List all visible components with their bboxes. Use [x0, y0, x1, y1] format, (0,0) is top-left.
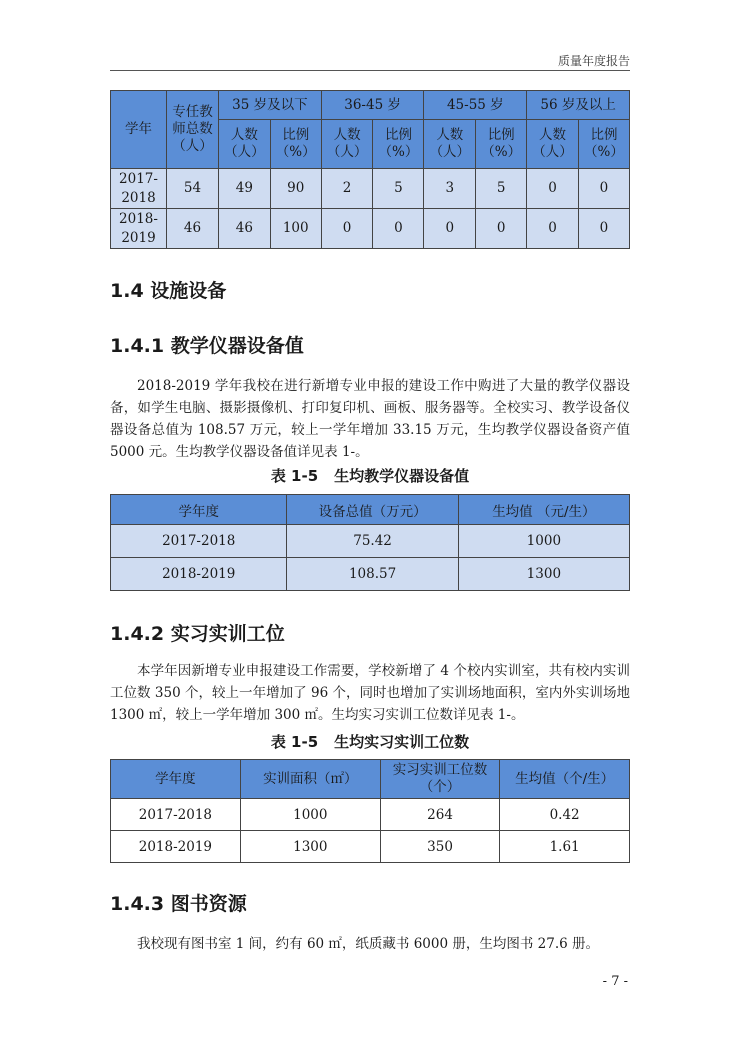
cell: 0 [476, 209, 527, 249]
equipment-value-table [110, 494, 630, 591]
group-header: 35 岁及以下 [219, 91, 322, 120]
col-header: 设备总值（万元） [287, 495, 458, 525]
cell: 1300 [240, 831, 380, 863]
sub-ratio-header: 比例（%） [578, 120, 629, 169]
cell: 2 [321, 169, 373, 209]
cell: 3 [424, 169, 476, 209]
col-header: 学年度 [111, 495, 287, 525]
col-header: 生均值（个/生） [500, 760, 630, 799]
cell: 2018-2019 [111, 558, 287, 591]
paragraph-training-stations: 本学年因新增专业申报建设工作需要，学校新增了 4 个校内实训室，共有校内实训工位数 350 个，较上一年增加了 96 个，同时也增加了实训场地面积，室内外实训场地 1300 ㎡，较上一学年增加 300 ㎡。生均实习实训工位数详见表 1-。 [110, 663, 630, 723]
col-header: 生均值 （元/生） [458, 495, 629, 525]
teacher-age-table [110, 90, 630, 249]
table-row [111, 525, 630, 558]
table-row [111, 169, 630, 209]
col-header: 实训面积（㎡） [240, 760, 380, 799]
cell: 0 [527, 209, 579, 249]
caption-text: 生均教学仪器设备值 [334, 467, 470, 485]
col-header: 学年度 [111, 760, 241, 799]
cell: 0 [578, 209, 629, 249]
cell: 0 [578, 169, 629, 209]
caption-number: 表 1-5 [270, 733, 319, 751]
cell: 5 [373, 169, 424, 209]
sub-count-header: 人数（人） [424, 120, 476, 169]
cell: 2017-2018 [111, 525, 287, 558]
section-heading-1-4: 1.4 设施设备 [110, 280, 227, 302]
section-heading-1-4-3: 1.4.3 图书资源 [110, 893, 247, 915]
cell-year: 2017-2018 [111, 169, 167, 209]
table-caption-training [110, 731, 630, 752]
col-total-header: 专任教师总数（人） [167, 91, 219, 169]
caption-text: 生均实习实训工位数 [334, 733, 470, 751]
cell: 1300 [458, 558, 629, 591]
caption-number: 表 1-5 [270, 467, 319, 485]
cell: 108.57 [287, 558, 458, 591]
cell: 0 [373, 209, 424, 249]
header-title: 质量年度报告 [557, 54, 630, 68]
group-header: 36-45 岁 [321, 91, 424, 120]
col-header: 实习实训工位数（个） [380, 760, 499, 799]
section-heading-1-4-1: 1.4.1 教学仪器设备值 [110, 335, 304, 357]
cell: 0 [424, 209, 476, 249]
cell: 90 [270, 169, 321, 209]
cell: 0 [321, 209, 373, 249]
cell: 2018-2019 [111, 831, 241, 863]
cell: 46 [167, 209, 219, 249]
cell: 0 [527, 169, 579, 209]
cell-year: 2018-2019 [111, 209, 167, 249]
sub-count-header: 人数（人） [527, 120, 579, 169]
group-header: 56 岁及以上 [527, 91, 630, 120]
cell: 2017-2018 [111, 799, 241, 831]
table-row [111, 558, 630, 591]
sub-ratio-header: 比例（%） [373, 120, 424, 169]
section-heading-1-4-2: 1.4.2 实习实训工位 [110, 623, 285, 645]
col-year-header: 学年 [111, 91, 167, 169]
sub-ratio-header: 比例（%） [476, 120, 527, 169]
table-caption-equipment [110, 465, 630, 486]
cell: 75.42 [287, 525, 458, 558]
cell: 350 [380, 831, 499, 863]
page-number: - 7 - [602, 974, 628, 989]
cell: 5 [476, 169, 527, 209]
cell: 1.61 [500, 831, 630, 863]
cell: 1000 [240, 799, 380, 831]
table-row [111, 209, 630, 249]
cell: 100 [270, 209, 321, 249]
training-station-table [110, 759, 630, 863]
group-header: 45-55 岁 [424, 91, 527, 120]
sub-ratio-header: 比例（%） [270, 120, 321, 169]
cell: 49 [219, 169, 271, 209]
cell: 0.42 [500, 799, 630, 831]
table-row [111, 799, 630, 831]
table-row [111, 831, 630, 863]
header-rule [110, 70, 630, 71]
cell: 46 [219, 209, 271, 249]
paragraph-library: 我校现有图书室 1 间，约有 60 ㎡，纸质藏书 6000 册，生均图书 27.6 册。 [137, 936, 600, 952]
sub-count-header: 人数（人） [321, 120, 373, 169]
cell: 1000 [458, 525, 629, 558]
cell: 264 [380, 799, 499, 831]
sub-count-header: 人数（人） [219, 120, 271, 169]
cell: 54 [167, 169, 219, 209]
paragraph-equipment: 2018-2019 学年我校在进行新增专业申报的建设工作中购进了大量的教学仪器设备，如学生电脑、摄影摄像机、打印复印机、画板、服务器等。全校实习、教学设备仪器设备总值为 108.57 万元，较上一学年增加 33.15 万元，生均教学仪器设备资产值 5000 元。生均教学仪器设备值详见表 1-。 [110, 378, 630, 460]
